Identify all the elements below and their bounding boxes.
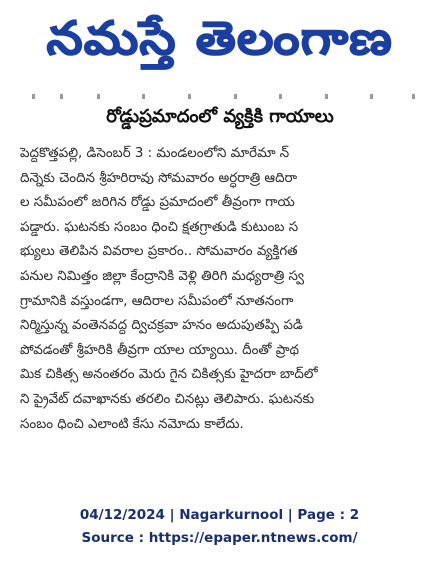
article-line: ని ప్రైవేట్ దవాఖానకు తరలిం చినట్లు తెలిపారు. ఘటనకు (20, 391, 315, 407)
article-headline: రోడ్డుప్రమాదంలో వ్యక్తికి గాయాలు (106, 106, 334, 127)
article-line: భ్యులు తెలిపిన వివరాల ప్రకారం.. సోమవారం వ్యక్తిగత (20, 244, 298, 260)
news-article (20, 100, 420, 490)
article-line: ల సమీపంలో జరిగిన రోడ్డు ప్రమాదంలో తీవ్రంగా గాయ (20, 195, 295, 211)
edition-info: 04/12/2024 | Nagarkurnool | Page : 2 (79, 507, 360, 523)
masthead-title: నమస్తే తెలంగాణ (46, 11, 393, 65)
article-line: పడ్డారు. ఘటనకు సంబం ధించి క్షతగ్రాతుడి కుటుంబ స (20, 219, 299, 235)
article-line: పెద్దకొత్తపల్లి, డిసెంబర్ 3 : మండలంలోని మారేమా న్ (20, 146, 290, 161)
article-line: గ్రామానికి వస్తుండగా, ఆదిరాల సమీపంలో నూతనంగా (20, 293, 294, 309)
article-line: దిన్నెకు చెందిన శ్రీహరిరావు సోమవారం అర్ధరాత్రి ఆదిరా (20, 170, 298, 186)
source-link[interactable]: Source : https://epaper.ntnews.com/ (81, 530, 358, 546)
article-line: సంబం ధించి ఎలాంటి కేసు నమోదు కాలేదు. (20, 416, 244, 432)
article-line: మిక చికిత్స అనంతరం మెరు గైన చికిత్సకు హైదరా బాద్‌లో (20, 367, 318, 383)
clipping-footer (0, 504, 439, 550)
article-line: పనుల నిమిత్తం జిల్లా కేంద్రానికి వెళ్లి తిరిగి మధ్యరాత్రి స్వ (20, 268, 304, 284)
newspaper-masthead (0, 6, 439, 74)
article-line: పోవడంతో శ్రీహరికి తీవ్రగా యాల య్యాయి. దీంతో ప్రాథ (20, 342, 300, 358)
article-body (20, 142, 420, 437)
article-line: నిర్మిస్తున్న వంతెనవద్ద ద్విచక్రవా హనం అదుపుతప్పి పడి (20, 318, 303, 334)
